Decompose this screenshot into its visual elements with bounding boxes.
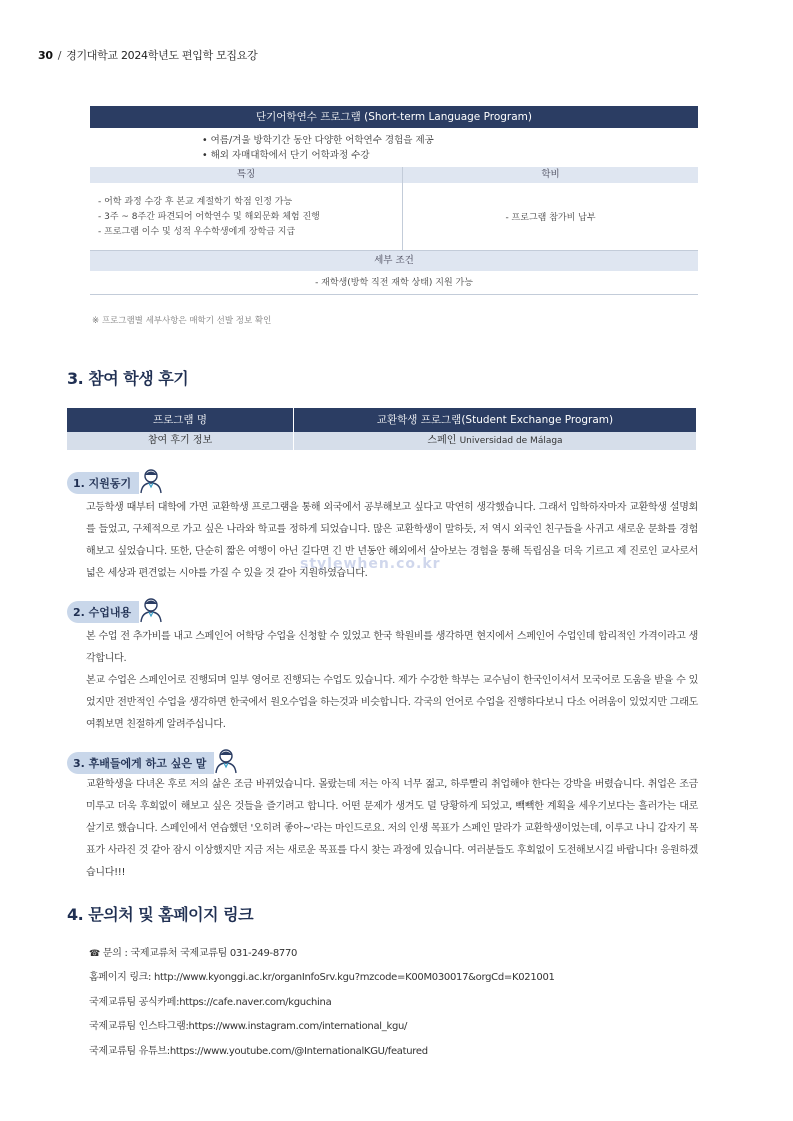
program-description: [90, 128, 698, 167]
section-title-contact: 4. 문의처 및 홈페이지 링크: [67, 905, 254, 924]
program-desc-line: • 여름/겨울 방학기간 동안 다양한 어학연수 경험을 제공: [202, 135, 434, 146]
section-title-reviews: 3. 참여 학생 후기: [67, 369, 189, 388]
program-desc-line: • 해외 자매대학에서 단기 어학과정 수강: [202, 150, 370, 161]
subheading-label: 1. 지원동기: [67, 472, 139, 494]
student-avatar-icon: [137, 466, 165, 494]
short-term-program-table: [90, 106, 698, 295]
advice-text: 교환학생을 다녀온 후로 저의 삶은 조금 바뀌었습니다. 몰랐는데 저는 아직 너무 젊고, 하루빨리 취업해야 한다는 강박을 버렸습니다. 취업은 조금 미루고 더욱 후회없이 해보고 싶은 것들을 즐기려고 합니다. 어떤 문제가 생겨도 덜 당황하게 되었고, 빽빽한 계획을 세우기보다는 흘러가는 대로 살기로 했습니다. 스페인에서 연습했던 '오히려 좋아~'라는 마인드로요. 저의 인생 목표가 스페인 말라가 교환학생이었는데, 이루고 나니 갑자기 목표가 사라진 것 같아 잠시 이상했지만 지금 저는 새로운 목표를 다시 찾는 과정에 있습니다. 여러분들도 후회없이 도전해보시길 바랍니다! 응원하겠습니다!!!: [86, 779, 698, 878]
feature-item: - 어학 과정 수강 후 본교 계절학기 학점 인정 가능: [98, 197, 293, 207]
page-header: [38, 47, 257, 63]
country: 스페인: [427, 435, 457, 446]
university: Universidad de Málaga: [459, 436, 563, 446]
review-info-table: [67, 408, 696, 450]
review-info-label: 참여 후기 정보: [67, 432, 294, 450]
contact-phone: [89, 944, 297, 959]
review-info-value: [294, 432, 696, 450]
page-number: 30: [38, 49, 53, 62]
feature-fee-row: [90, 167, 698, 251]
phone-icon: ☎: [89, 949, 100, 959]
review-table-header: [67, 408, 696, 432]
feature-header: 특징: [90, 167, 402, 183]
contact-homepage[interactable]: 홈페이지 링크: http://www.kyonggi.ac.kr/organInfoSrv.kgu?mzcode=K00M030017&orgCd=K021001: [89, 972, 555, 983]
program-name-value: 교환학생 프로그램(Student Exchange Program): [376, 414, 614, 426]
header-separator: /: [57, 49, 62, 62]
feature-item: - 3주 ~ 8주간 파견되어 어학연수 및 해외문화 체험 진행: [98, 212, 320, 222]
subheading-advice: [67, 746, 240, 774]
detail-header: 세부 조건: [90, 251, 698, 271]
detail-value: - 재학생(방학 직전 재학 상태) 지원 가능: [90, 271, 698, 295]
watermark: stylewhen.co.kr: [300, 556, 441, 572]
header-title: 경기대학교 2024학년도 편입학 모집요강: [66, 49, 258, 62]
program-name-label: 프로그램 명: [67, 408, 294, 432]
fee-value: - 프로그램 참가비 납부: [403, 183, 698, 251]
subheading-classes: [67, 595, 165, 623]
program-note: ※ 프로그램별 세부사항은 매학기 선발 정보 확인: [92, 316, 272, 326]
subheading-label: 3. 후배들에게 하고 싶은 말: [67, 752, 214, 774]
contact-cafe[interactable]: 국제교류팀 공식카페:https://cafe.naver.com/kguchina: [89, 997, 332, 1008]
feature-list: [90, 183, 402, 251]
classes-text-2: 본교 수업은 스페인어로 진행되며 일부 영어로 진행되는 수업도 있습니다. 제가 수강한 학부는 교수님이 한국인이셔서 모국어로 도움을 받을 수 있었지만 전반적인 수업을 생각하면 한국에서 원오수업을 하는것과 비슷합니다. 각국의 언어로 수업을 진행하다보니 다소 어려움이 있었지만 그래도 여쭤보면 친절하게 알려주십니다.: [86, 675, 698, 730]
classes-text-1: 본 수업 전 추가비를 내고 스페인어 어학당 수업을 신청할 수 있었고 한국 학원비를 생각하면 현지에서 스페인어 수업인데 합리적인 가격이라고 생각합니다.: [86, 631, 698, 664]
student-avatar-icon: [137, 595, 165, 623]
student-avatar-icon: [212, 746, 240, 774]
program-title: 단기어학연수 프로그램 (Short-term Language Program): [90, 106, 698, 128]
feature-item: - 프로그램 이수 및 성적 우수학생에게 장학금 지급: [98, 227, 296, 237]
review-table-info-row: [67, 432, 696, 450]
subheading-label: 2. 수업내용: [67, 601, 139, 623]
fee-header: 학비: [403, 167, 698, 183]
contact-instagram[interactable]: 국제교류팀 인스타그램:https://www.instagram.com/international_kgu/: [89, 1021, 408, 1032]
contact-youtube[interactable]: 국제교류팀 유튜브:https://www.youtube.com/@InternationalKGU/featured: [89, 1046, 428, 1057]
motivation-text: 고등학생 때부터 대학에 가면 교환학생 프로그램을 통해 외국에서 공부해보고 싶다고 막연히 생각했습니다. 그래서 입학하자마자 교환학생 설명회를 들었고, 구체적으로 가고 싶은 나라와 학교를 정하게 되었습니다. 많은 교환학생이 말하듯, 저 역시 외국인 친구들을 사귀고 새로운 문화를 경험해보고 싶었습니다. 또한, 단순히 짧은 여행이 아닌 길다면 긴 반 년동안 해외에서 살아보는 경험을 통해 독립심을 더욱 기르고 제 진로인 교사로서 넓은 세상과 편견없는 시야를 가질 수 있을 것 같아 지원하였습니다.: [86, 502, 698, 579]
subheading-motivation: [67, 466, 165, 494]
contact-phone-text: 문의 : 국제교류처 국제교류팀 031-249-8770: [102, 948, 298, 959]
